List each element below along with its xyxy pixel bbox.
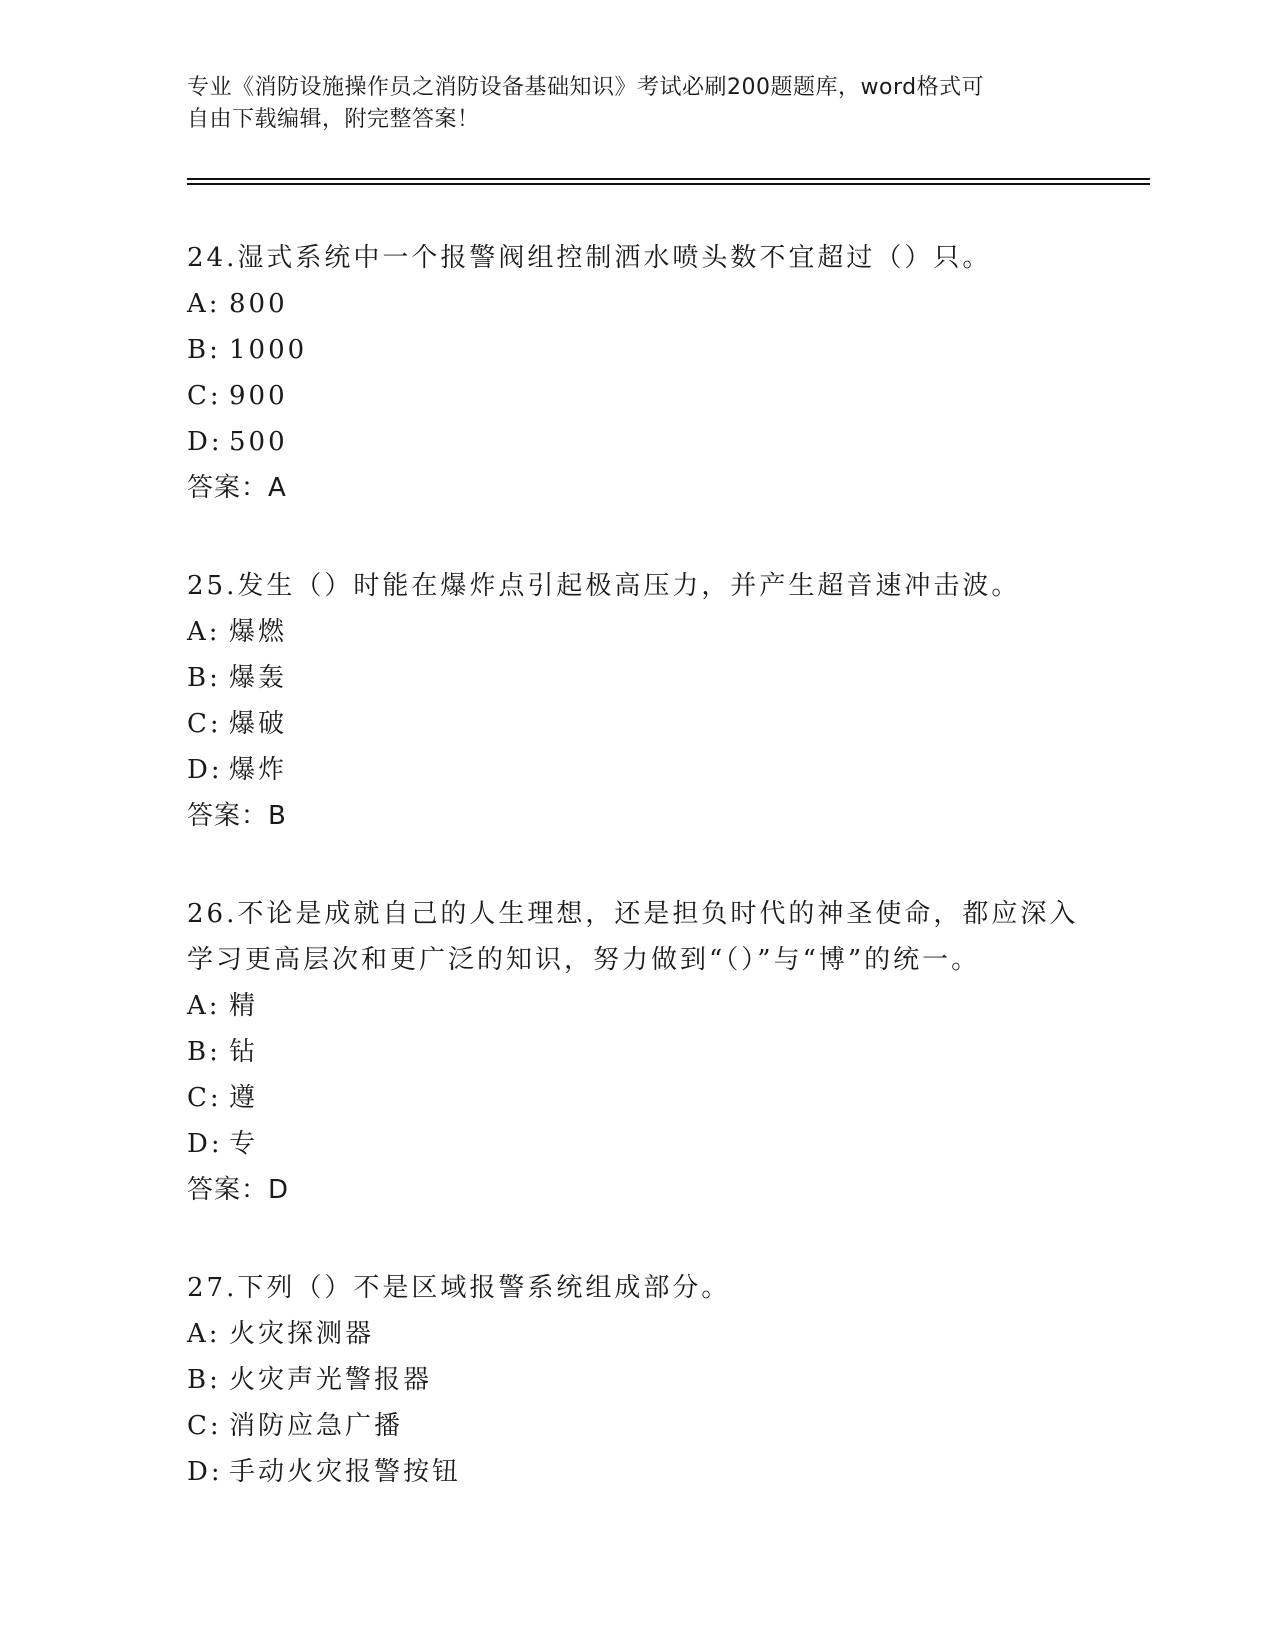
question-number: 26. xyxy=(187,899,238,929)
option-text: 爆燃 xyxy=(229,617,288,647)
option-text: 火灾声光警报器 xyxy=(229,1365,433,1395)
option-c xyxy=(187,1403,1087,1449)
option-text: 900 xyxy=(229,381,288,411)
answer-line: 答案：B xyxy=(187,801,287,831)
option-d xyxy=(187,1449,1087,1495)
option-b xyxy=(187,327,1087,373)
option-letter: B: xyxy=(187,1365,221,1395)
option-a xyxy=(187,983,1087,1029)
question-text xyxy=(187,891,1087,983)
option-text: 500 xyxy=(229,427,288,457)
question-stem: 不论是成就自己的人生理想，还是担负时代的神圣使命，都应深入学习更高层次和更广泛的知识，努力做到“（）”与“博”的统一。 xyxy=(187,899,1079,975)
answer-line: 答案：D xyxy=(187,1175,290,1205)
question-stem: 发生（）时能在爆炸点引起极高压力，并产生超音速冲击波。 xyxy=(237,571,1021,601)
question-list xyxy=(187,235,1087,1547)
header-divider-bottom xyxy=(187,183,1150,185)
option-text: 精 xyxy=(229,991,259,1021)
option-text: 800 xyxy=(229,289,288,319)
question-number: 24. xyxy=(187,243,238,273)
option-letter: D: xyxy=(187,1457,223,1487)
question-stem: 下列（）不是区域报警系统组成部分。 xyxy=(237,1273,731,1303)
option-text: 手动火灾报警按钮 xyxy=(229,1457,462,1487)
header-divider-top xyxy=(187,178,1150,180)
question-text xyxy=(187,235,1087,281)
option-letter: D: xyxy=(187,1129,223,1159)
document-header xyxy=(187,72,1067,136)
option-letter: A: xyxy=(187,289,221,319)
option-text: 爆轰 xyxy=(229,663,288,693)
option-text: 消防应急广播 xyxy=(229,1411,404,1441)
option-a xyxy=(187,281,1087,327)
header-title-line-1: 专业《消防设施操作员之消防设备基础知识》考试必刷200题题库，word格式可 xyxy=(187,75,985,100)
option-text: 专 xyxy=(229,1129,259,1159)
option-b xyxy=(187,1029,1087,1075)
option-letter: D: xyxy=(187,427,223,457)
option-letter: B: xyxy=(187,663,221,693)
option-letter: A: xyxy=(187,617,221,647)
option-letter: A: xyxy=(187,1319,221,1349)
option-letter: C: xyxy=(187,1083,222,1113)
option-text: 1000 xyxy=(229,335,308,365)
option-letter: C: xyxy=(187,1411,222,1441)
question-number: 25. xyxy=(187,571,238,601)
question-text xyxy=(187,563,1087,609)
option-text: 爆破 xyxy=(229,709,288,739)
question-27 xyxy=(187,1265,1087,1495)
question-26 xyxy=(187,891,1087,1213)
option-letter: D: xyxy=(187,755,223,785)
question-stem: 湿式系统中一个报警阀组控制洒水喷头数不宜超过（）只。 xyxy=(237,243,992,273)
option-letter: A: xyxy=(187,991,221,1021)
option-c xyxy=(187,373,1087,419)
option-d xyxy=(187,419,1087,465)
option-d xyxy=(187,747,1087,793)
option-b xyxy=(187,1357,1087,1403)
option-letter: B: xyxy=(187,335,221,365)
option-letter: B: xyxy=(187,1037,221,1067)
option-c xyxy=(187,701,1087,747)
question-25 xyxy=(187,563,1087,839)
question-number: 27. xyxy=(187,1273,238,1303)
question-text xyxy=(187,1265,1087,1311)
option-text: 火灾探测器 xyxy=(229,1319,375,1349)
option-c xyxy=(187,1075,1087,1121)
option-letter: C: xyxy=(187,381,222,411)
question-24 xyxy=(187,235,1087,511)
option-a xyxy=(187,609,1087,655)
header-title-line-2: 自由下载编辑，附完整答案！ xyxy=(187,107,480,132)
option-b xyxy=(187,655,1087,701)
option-text: 爆炸 xyxy=(229,755,288,785)
option-d xyxy=(187,1121,1087,1167)
option-a xyxy=(187,1311,1087,1357)
option-text: 钻 xyxy=(229,1037,259,1067)
answer-line: 答案：A xyxy=(187,473,287,503)
option-letter: C: xyxy=(187,709,222,739)
option-text: 遵 xyxy=(229,1083,259,1113)
